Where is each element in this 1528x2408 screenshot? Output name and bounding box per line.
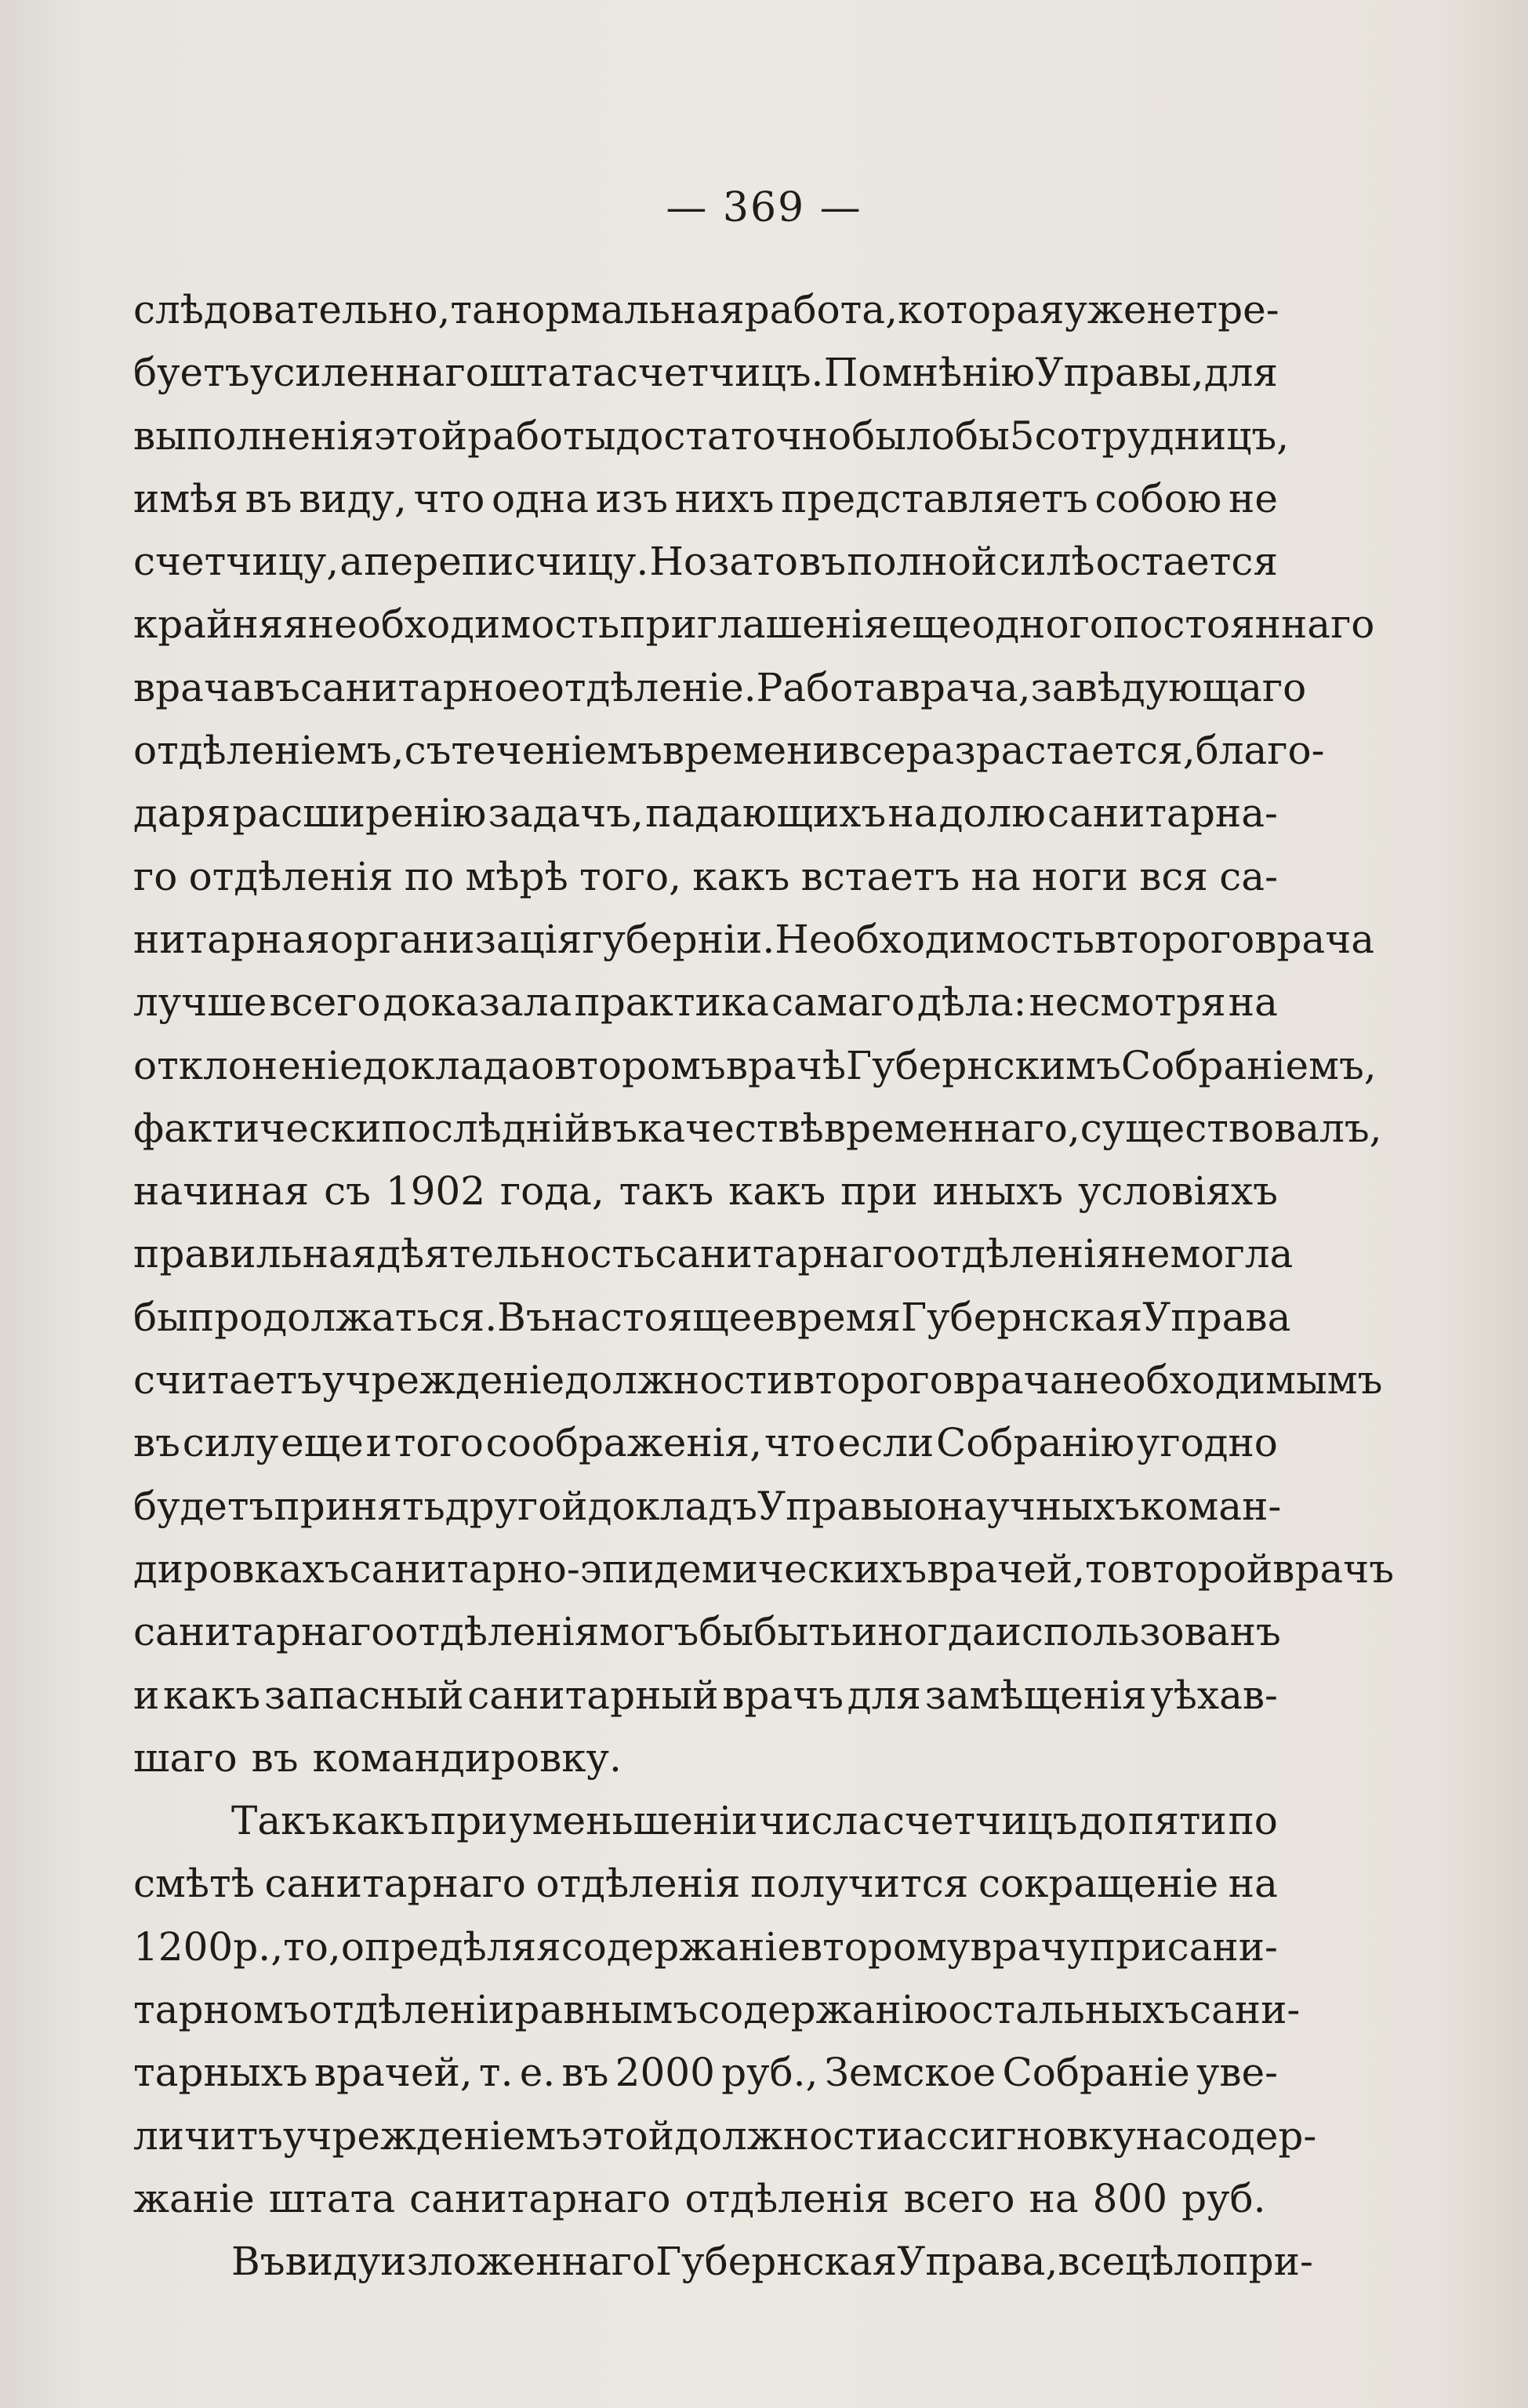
text-line: фактически послѣдній въ качествѣ временнаго, существовалъ, (133, 1105, 1382, 1151)
text-line: личитъ учрежденіемъ этой должности ассигновку на содер- (133, 2112, 1317, 2159)
text-line: жаніе штата санитарнаго отдѣленія всего на 800 руб. (133, 2175, 1266, 2221)
text-line: отклоненіе доклада о второмъ врачѣ Губернскимъ Собраніемъ, (133, 1042, 1377, 1088)
text-line: дировкахъ санитарно-эпидемическихъ врачей, то второй врачъ (133, 1545, 1395, 1592)
text-line: санитарнаго отдѣленія могъ бы быть иногда использованъ (133, 1609, 1281, 1655)
text-line: бы продолжаться. Въ настоящее время Губернская Управа (133, 1294, 1291, 1340)
body-text (133, 278, 1395, 2294)
text-line: врача въ санитарное отдѣленіе. Работа врача, завѣдующаго (133, 664, 1307, 710)
text-line: считаетъ учрежденіе должности второго врача необходимымъ (133, 1357, 1383, 1404)
text-line: тарномъ отдѣленіи равнымъ содержанію остальныхъ сани- (133, 1987, 1301, 2033)
text-line: будетъ принять другой докладъ Управы о научныхъ коман- (133, 1483, 1282, 1529)
page-number: — 369 — (666, 184, 862, 231)
text-line: лучше всего доказала практика самаго дѣла: несмотря на (133, 979, 1278, 1026)
text-line: Такъ какъ при уменьшеніи числа счетчицъ до пяти по (231, 1798, 1278, 1844)
text-line: въ силу еще и того соображенія, что если Собранію угодно (133, 1420, 1278, 1466)
text-line: и какъ запасный санитарный врачъ для замѣщенія уѣхав- (133, 1672, 1278, 1718)
text-line: правильная дѣятельность санитарнаго отдѣленія не могла (133, 1231, 1294, 1277)
text-line: даря расширенію задачъ, падающихъ на долю санитарна- (133, 790, 1278, 837)
text-line: нитарная организація губерніи. Необходимость второго врача (133, 916, 1375, 962)
text-line: тарныхъ врачей, т. е. въ 2000 руб., Земское Собраніе уве- (133, 2050, 1278, 2096)
text-line: буетъ усиленнаго штата счетчицъ. По мнѣнію Управы, для (133, 350, 1278, 396)
text-line: счетчицу, а переписчицу. Но зато въ полной силѣ остается (133, 539, 1278, 585)
text-line: крайняя необходимость приглашенія еще одного постояннаго (133, 601, 1375, 648)
text-line: выполненія этой работы достаточно было бы 5 сотрудницъ, (133, 412, 1290, 459)
text-line: имѣя въ виду, что одна изъ нихъ представляетъ собою не (133, 475, 1278, 521)
text-line: слѣдовательно, та нормальная работа, которая уже не тре- (133, 287, 1279, 332)
text-line: 1200 р., то, опредѣляя содержаніе второму врачу при сани- (133, 1923, 1278, 1970)
text-line: шаго въ командировку. (133, 1734, 622, 1781)
text-line: начиная съ 1902 года, такъ какъ при иныхъ условіяхъ (133, 1168, 1278, 1215)
text-line: смѣтѣ санитарнаго отдѣленія получится сокращеніе на (133, 1861, 1278, 1907)
text-line: Въ виду изложеннаго Губернская Управа, всецѣло при- (231, 2239, 1313, 2285)
text-line: отдѣленіемъ, съ теченіемъ времени все разрастается, благо- (133, 728, 1325, 774)
text-line: го отдѣленія по мѣрѣ того, какъ встаетъ на ноги вся са- (133, 853, 1278, 899)
